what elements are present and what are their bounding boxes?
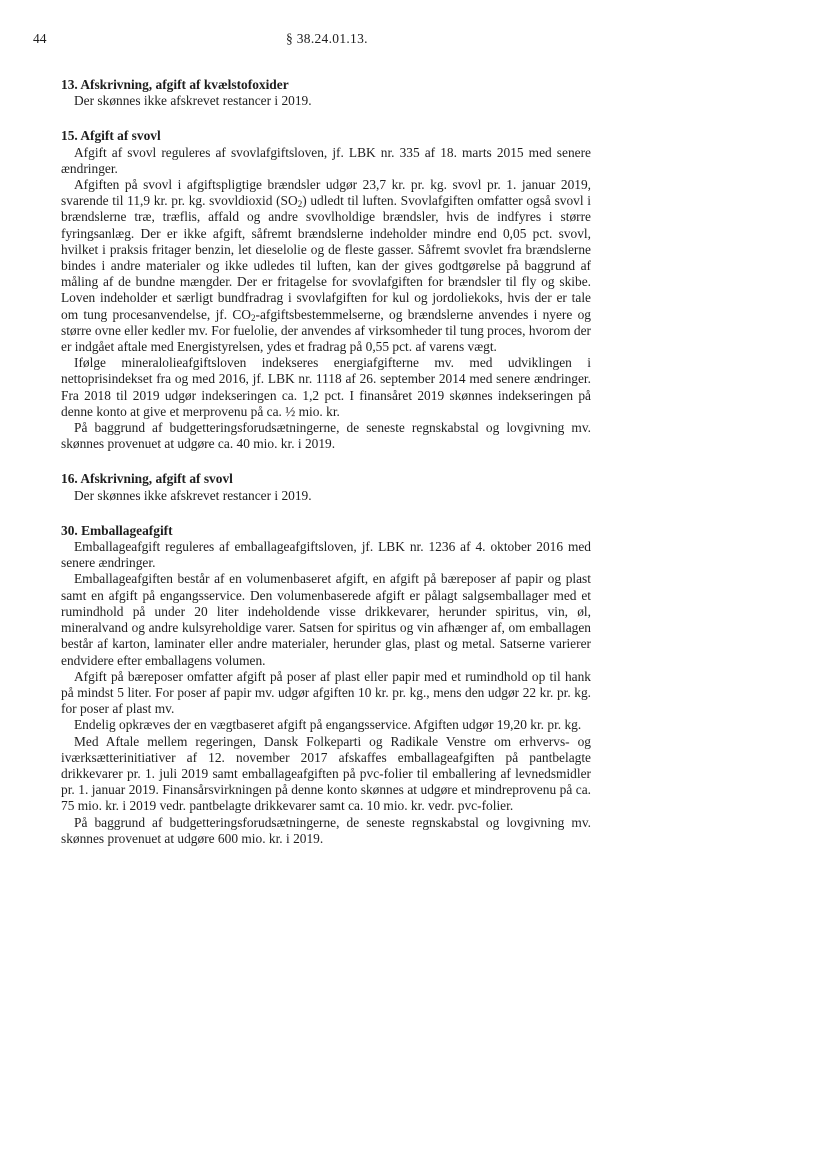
paragraph: Afgift på bæreposer omfatter afgift på poser af plast eller papir med et rumindhold op til hank på mindst 5 liter. For poser af papir mv. udgør afgiften 10 kr. pr. kg., mens den udgør 22 kr. pr. kg. for poser af plast mv. bbox=[61, 668, 591, 717]
section-reference: § 38.24.01.13. bbox=[286, 31, 368, 46]
section-30 bbox=[61, 523, 591, 847]
section-15 bbox=[61, 128, 591, 452]
paragraph: Med Aftale mellem regeringen, Dansk Folkeparti og Radikale Venstre om erhvervs- og iværksætterinitiativer af 12. november 2017 afskaffes emballageafgiften på pantbelagte drikkevarer pr. 1. juli 2019 samt emballageafgiften på pvc-folier til emballering af levnedsmidler pr. 1. januar 2019. Finansårsvirkningen på denne konto skønnes at udgøre et mindreprovenu på ca. 75 mio. kr. i 2019 vedr. pantbelagte drikkevarer samt ca. 10 mio. kr. vedr. pvc-folier. bbox=[61, 733, 591, 814]
paragraph: Emballageafgift reguleres af emballageafgiftsloven, jf. LBK nr. 1236 af 4. oktober 2016 med senere ændringer. bbox=[61, 539, 591, 571]
page-number: 44 bbox=[33, 31, 47, 46]
paragraph: Der skønnes ikke afskrevet restancer i 2019. bbox=[74, 487, 312, 503]
paragraph: Afgiften på svovl i afgiftspligtige brændsler udgør 23,7 kr. pr. kg. svovl pr. 1. januar 2019, svarende til 11,9 kr. pr. kg. svovldioxid $(SO_2)$ udledt til luften. Svovlafgiften omfatter også svovl i brændslerne træ, træflis, affald og andre svovlholdige brændsler, hvis de indfyres i større fyringsanlæg. Der er ikke afgift, såfremt brændslerne indeholder mindre end 0,05 pct. svovl, hvilket i praksis fritager benzin, let dieselolie og de fleste gasser. Såfremt svovlet fra brændslerne bindes i andre materialer og ikke udledes til luften, kan der gives godtgørelse på baggrund af måling af de bundne mængder. Der er fritagelse for svovlafgiften for brændsler til fly og skibe. Loven indeholder et særligt bundfradrag i svovlafgiften for kul og jordoliekoks, hvis der er tale om tung procesanvendelse, jf. $CO_2$-afgiftsbestemmelserne, og brændslerne anvendes i nyere og større ovne eller kedler mv. For fuelolie, der anvendes af virksomheder til tung proces, hvorom der er indgået aftale med Energistyrelsen, ydes et fradrag på 0,55 pct. af varens vægt. bbox=[61, 177, 592, 355]
paragraph: Endelig opkræves der en vægtbaseret afgift på engangsservice. Afgiften udgør 19,20 kr. pr. kg. bbox=[74, 717, 582, 733]
paragraph: På baggrund af budgetteringsforudsætningerne, de seneste regnskabstal og lovgivning mv. skønnes provenuet at udgøre ca. 40 mio. kr. i 2019. bbox=[61, 420, 591, 452]
paragraph: Afgift af svovl reguleres af svovlafgiftsloven, jf. LBK nr. 335 af 18. marts 2015 med senere ændringer. bbox=[61, 144, 591, 176]
section-heading: 13. Afskrivning, afgift af kvælstofoxider bbox=[61, 77, 289, 92]
section-heading: 15. Afgift af svovl bbox=[61, 128, 161, 144]
paragraph: Der skønnes ikke afskrevet restancer i 2019. bbox=[74, 93, 312, 109]
paragraph: Ifølge mineralolieafgiftsloven indekseres energiafgifterne mv. med udviklingen i nettoprisindekset fra og med 2016, jf. LBK nr. 1118 af 26. september 2014 med senere ændringer. Fra 2018 til 2019 udgør indekseringen ca. 1,2 pct. I finansåret 2019 skønnes indekseringen på denne konto at give et merprovenu på ca. ½ mio. kr. bbox=[61, 355, 591, 419]
section-heading: 30. Emballageafgift bbox=[61, 522, 173, 538]
section-16 bbox=[61, 471, 591, 503]
page-content bbox=[61, 77, 591, 866]
section-heading: 16. Afskrivning, afgift af svovl bbox=[61, 471, 233, 487]
page-header bbox=[0, 31, 828, 51]
paragraph: Emballageafgiften består af en volumenbaseret afgift, en afgift på bæreposer af papir og plast samt en afgift på engangsservice. Den volumenbaserede afgift er pålagt salgsemballager med et rumindhold på under 20 liter indeholdende visse drikkevarer, herunder spiritus, vin, øl, mineralvand og andre kulsyreholdige varer. Satsen for spiritus og vin afhænger af, om emballagen består af karton, laminater eller andre materialer, herunder glas, plast og metal. Satserne varierer endvidere efter emballagens volumen. bbox=[61, 571, 591, 668]
paragraph: På baggrund af budgetteringsforudsætningerne, de seneste regnskabstal og lovgivning mv. skønnes provenuet at udgøre 600 mio. kr. i 2019. bbox=[61, 814, 591, 846]
section-13 bbox=[61, 77, 591, 109]
